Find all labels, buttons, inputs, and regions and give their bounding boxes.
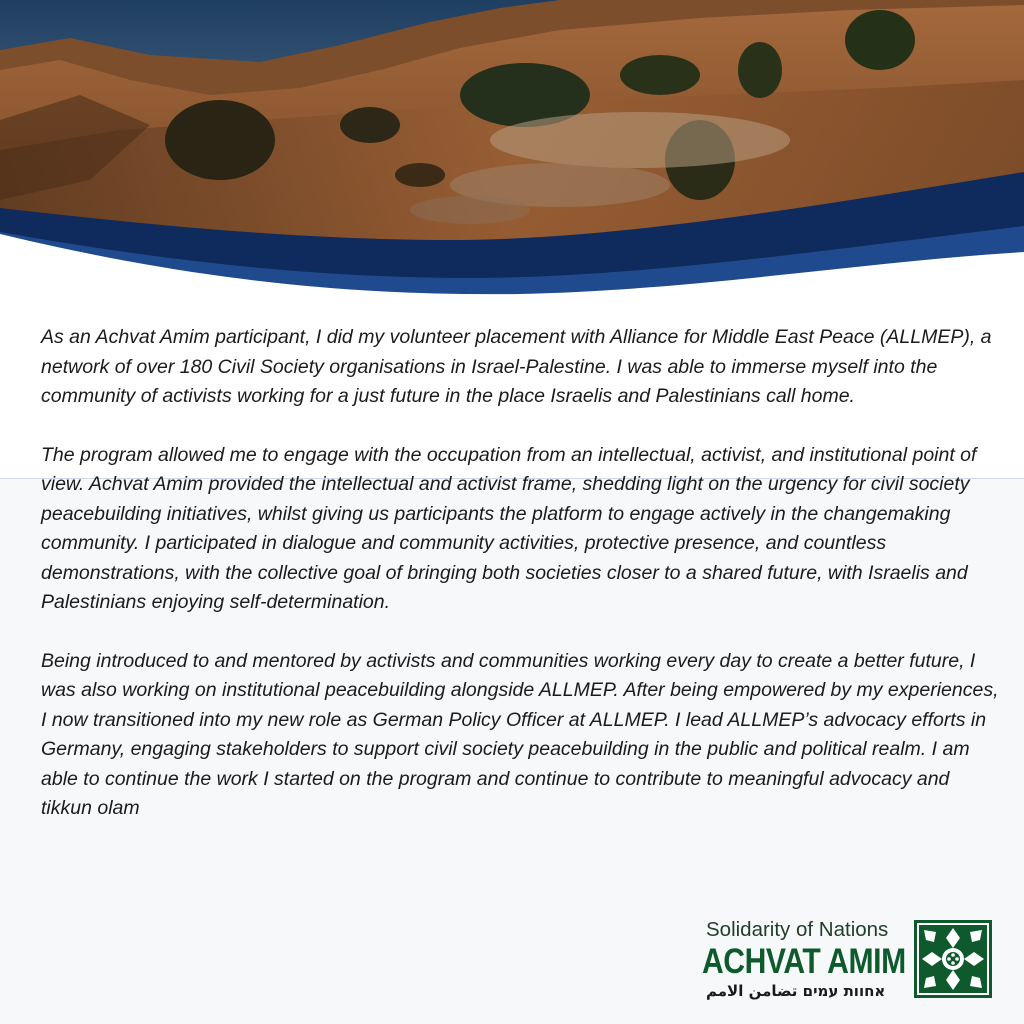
logo-subtitle: אחוות עמים تضامن الامم bbox=[706, 982, 886, 1000]
header-photo bbox=[0, 0, 1024, 300]
achvat-amim-logo bbox=[700, 912, 1000, 1012]
logo-tagline: Solidarity of Nations bbox=[706, 918, 889, 941]
article-body bbox=[41, 323, 1001, 853]
logo-name: ACHVAT AMIM bbox=[702, 942, 906, 981]
paragraph-2: The program allowed me to engage with the occupation from an intellectual, activist, and institutional point of view. Achvat Amim provided the intellectual and activist frame, shedding light on the urgency for civil society peacebuilding initiatives, whilst giving us participants the platform to engage actively in the changemaking community. I participated in dialogue and community activities, protective presence, and countless demonstrations, with the collective goal of bringing both societies closer to a shared future, with Israelis and Palestinians enjoying self-determination. bbox=[41, 443, 977, 613]
geometric-emblem-icon bbox=[914, 920, 992, 998]
paragraph-1: As an Achvat Amim participant, I did my volunteer placement with Alliance for Middle East Peace (ALLMEP), a network of over 180 Civil Society organisations in Israel-Palestine. I was able to immerse myself into the community of activists working for a just future in the place Israelis and Palestinians call home. bbox=[41, 326, 992, 407]
paragraph-3: Being introduced to and mentored by activists and communities working every day to create a better future, I was also working on institutional peacebuilding alongside ALLMEP. After being empowered by my experiences, I now transitioned into my new role as German Policy Officer at ALLMEP. I lead ALLMEP’s advocacy efforts in Germany, engaging stakeholders to support civil society peacebuilding in the public and political realm. I am able to continue the work I started on the program and continue to contribute to meaningful advocacy and tikkun olam bbox=[41, 649, 999, 819]
